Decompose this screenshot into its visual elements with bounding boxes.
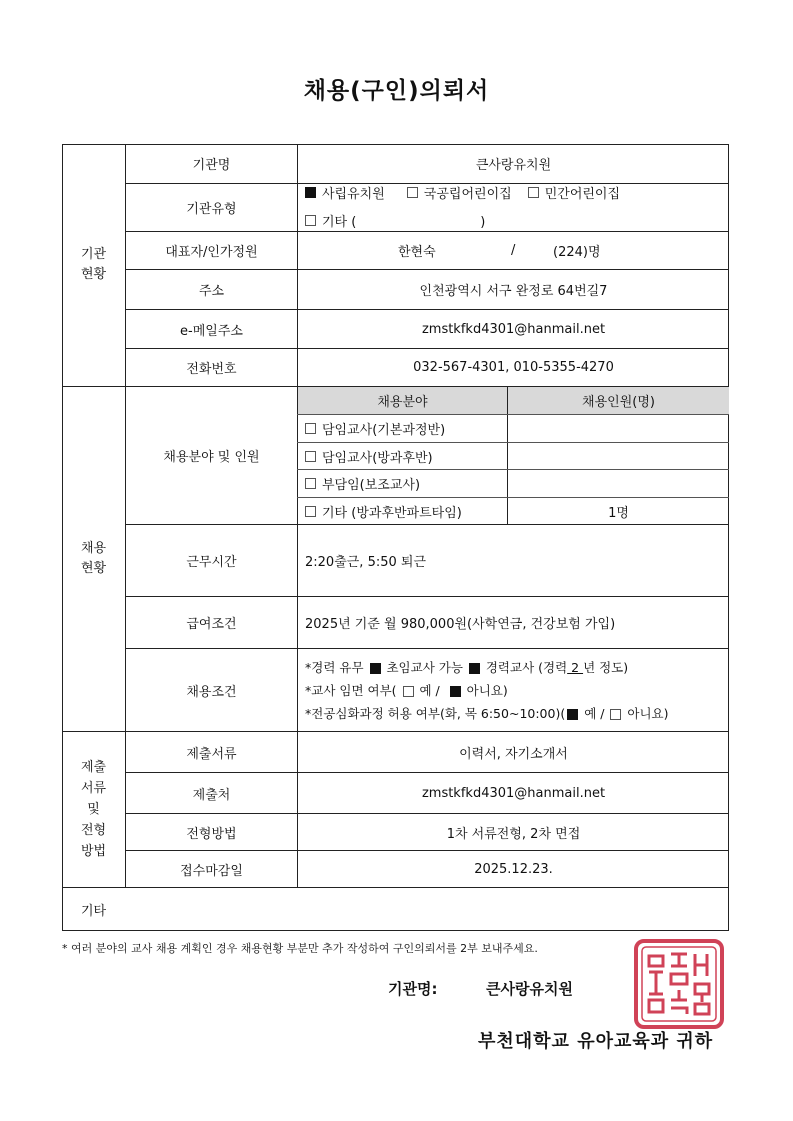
option-public-daycare: 국공립어린이집: [423, 186, 512, 202]
section-etc-label: 기타: [80, 904, 107, 919]
checkbox-private-kindergarten[interactable]: [305, 187, 316, 198]
org-name-value: 큰사랑유치원: [475, 158, 552, 173]
docs-value: 이력서, 자기소개서: [459, 746, 568, 762]
hire-row-field: 담임교사(방과후반): [322, 450, 433, 466]
condition-line-2: [298, 681, 729, 699]
hire-row-count: [508, 470, 729, 497]
checkbox-assistant[interactable]: [305, 478, 316, 489]
email-value: zmstkfkd4301@hanmail.net: [421, 321, 606, 337]
submit-to-label: 제출처: [192, 787, 231, 803]
deadline-value: 2025.12.23.: [474, 861, 553, 877]
hire-field-label: 채용분야 및 인원: [163, 450, 260, 465]
pay-value: 2025년 기준 월 980,000원(사학연금, 건강보험 가입): [305, 617, 616, 632]
col-count-header: 채용인원(명): [508, 387, 729, 414]
rep-label: 대표자/인가정원: [165, 245, 258, 260]
cond1-text-c: 경력교사 (경력: [481, 660, 568, 675]
hire-row-count: [508, 415, 729, 442]
org-type-label: 기관유형: [186, 202, 237, 217]
checkbox-appoint-yes[interactable]: [403, 686, 414, 697]
deadline-label: 접수마감일: [180, 863, 243, 879]
method-label: 전형방법: [186, 826, 237, 842]
pay-label: 급여조건: [186, 617, 237, 632]
rep-value: [298, 232, 729, 269]
checkbox-public-daycare[interactable]: [407, 187, 418, 198]
rep-capacity: (224)명: [553, 245, 601, 260]
checkbox-advanced-no[interactable]: [610, 709, 621, 720]
recipient-footer: 부천대학교 유아교육과 귀하: [478, 1031, 714, 1052]
section-hire-label: 채용 현황: [80, 541, 107, 576]
rep-separator: /: [511, 243, 516, 258]
submit-to-value: zmstkfkd4301@hanmail.net: [421, 785, 606, 801]
hire-row-count: [508, 443, 729, 469]
cond3-text-b: 예 /: [580, 706, 609, 721]
docs-label: 제출서류: [186, 746, 237, 762]
phone-value: 032-567-4301, 010-5355-4270: [413, 360, 614, 375]
col-field-header: 채용분야: [298, 387, 507, 414]
cond3-text-a: *전공심화과정 허용 여부(화, 목 6:50~10:00)(: [305, 706, 566, 721]
org-type-options: [298, 182, 729, 202]
checkbox-other-parttime[interactable]: [305, 506, 316, 517]
cond1-text-a: *경력 유무: [305, 660, 368, 675]
org-name-label: 기관명: [192, 158, 231, 173]
hire-row-count: 1명: [608, 505, 629, 521]
footnote: * 여러 분야의 교사 채용 계획인 경우 채용현황 부분만 추가 작성하여 구인의뢰서를 2부 보내주세요.: [62, 942, 538, 955]
email-label: e-메일주소: [180, 323, 243, 339]
option-private-daycare: 민간어린이집: [544, 186, 621, 202]
cond2-text-b: 예 /: [415, 683, 448, 698]
checkbox-homeroom-afterschool[interactable]: [305, 451, 316, 462]
rep-name: 한현숙: [398, 245, 436, 260]
address-value: 인천광역시 서구 완정로 64번길7: [419, 284, 608, 299]
checkbox-appoint-no[interactable]: [450, 686, 461, 697]
hire-row: [298, 443, 507, 469]
cond2-text-c: 아니요): [462, 683, 508, 698]
checkbox-private-daycare[interactable]: [528, 187, 539, 198]
etc-value: [126, 888, 729, 931]
method-value: 1차 서류전형, 2차 면접: [446, 826, 581, 842]
hours-value: 2:20출근, 5:50 퇴근: [305, 555, 427, 570]
hire-row: [298, 415, 507, 442]
page-title: 채용(구인)의뢰서: [303, 78, 490, 104]
checkbox-homeroom-basic[interactable]: [305, 423, 316, 434]
condition-line-3: [298, 704, 729, 722]
hire-row-field: 담임교사(기본과정반): [322, 423, 446, 438]
sign-label: 기관명:: [388, 980, 438, 998]
section-org-label: 기관 현황: [80, 247, 107, 282]
org-type-other: [298, 210, 729, 230]
cond3-text-c: 아니요): [623, 706, 669, 721]
sign-value: 큰사랑유치원: [486, 980, 573, 998]
phone-label: 전화번호: [186, 362, 237, 377]
hire-row: [298, 470, 507, 497]
checkbox-experienced-teacher[interactable]: [469, 663, 480, 674]
section-submit-label: 제출 서류 및 전형 방법: [80, 760, 107, 859]
official-seal-icon: [633, 938, 725, 1030]
checkbox-advanced-yes[interactable]: [567, 709, 578, 720]
address-label: 주소: [198, 284, 225, 299]
experience-years: 2: [567, 660, 584, 675]
hire-row: [298, 498, 507, 524]
cond2-text-a: *교사 임면 여부(: [305, 683, 401, 698]
hire-row-field: 기타 (방과후반파트타임): [322, 505, 462, 521]
option-other-type: 기타 ( ): [322, 214, 486, 230]
hire-row-field: 부담임(보조교사): [322, 478, 421, 493]
cond1-text-d: 년 정도): [583, 660, 629, 675]
condition-label: 채용조건: [186, 684, 237, 700]
hours-label: 근무시간: [186, 555, 237, 570]
condition-line-1: [298, 658, 729, 676]
checkbox-other-type[interactable]: [305, 215, 316, 226]
option-private-kindergarten: 사립유치원: [322, 186, 385, 202]
cond1-text-b: 초임교사 가능: [382, 660, 467, 675]
checkbox-new-teacher[interactable]: [370, 663, 381, 674]
